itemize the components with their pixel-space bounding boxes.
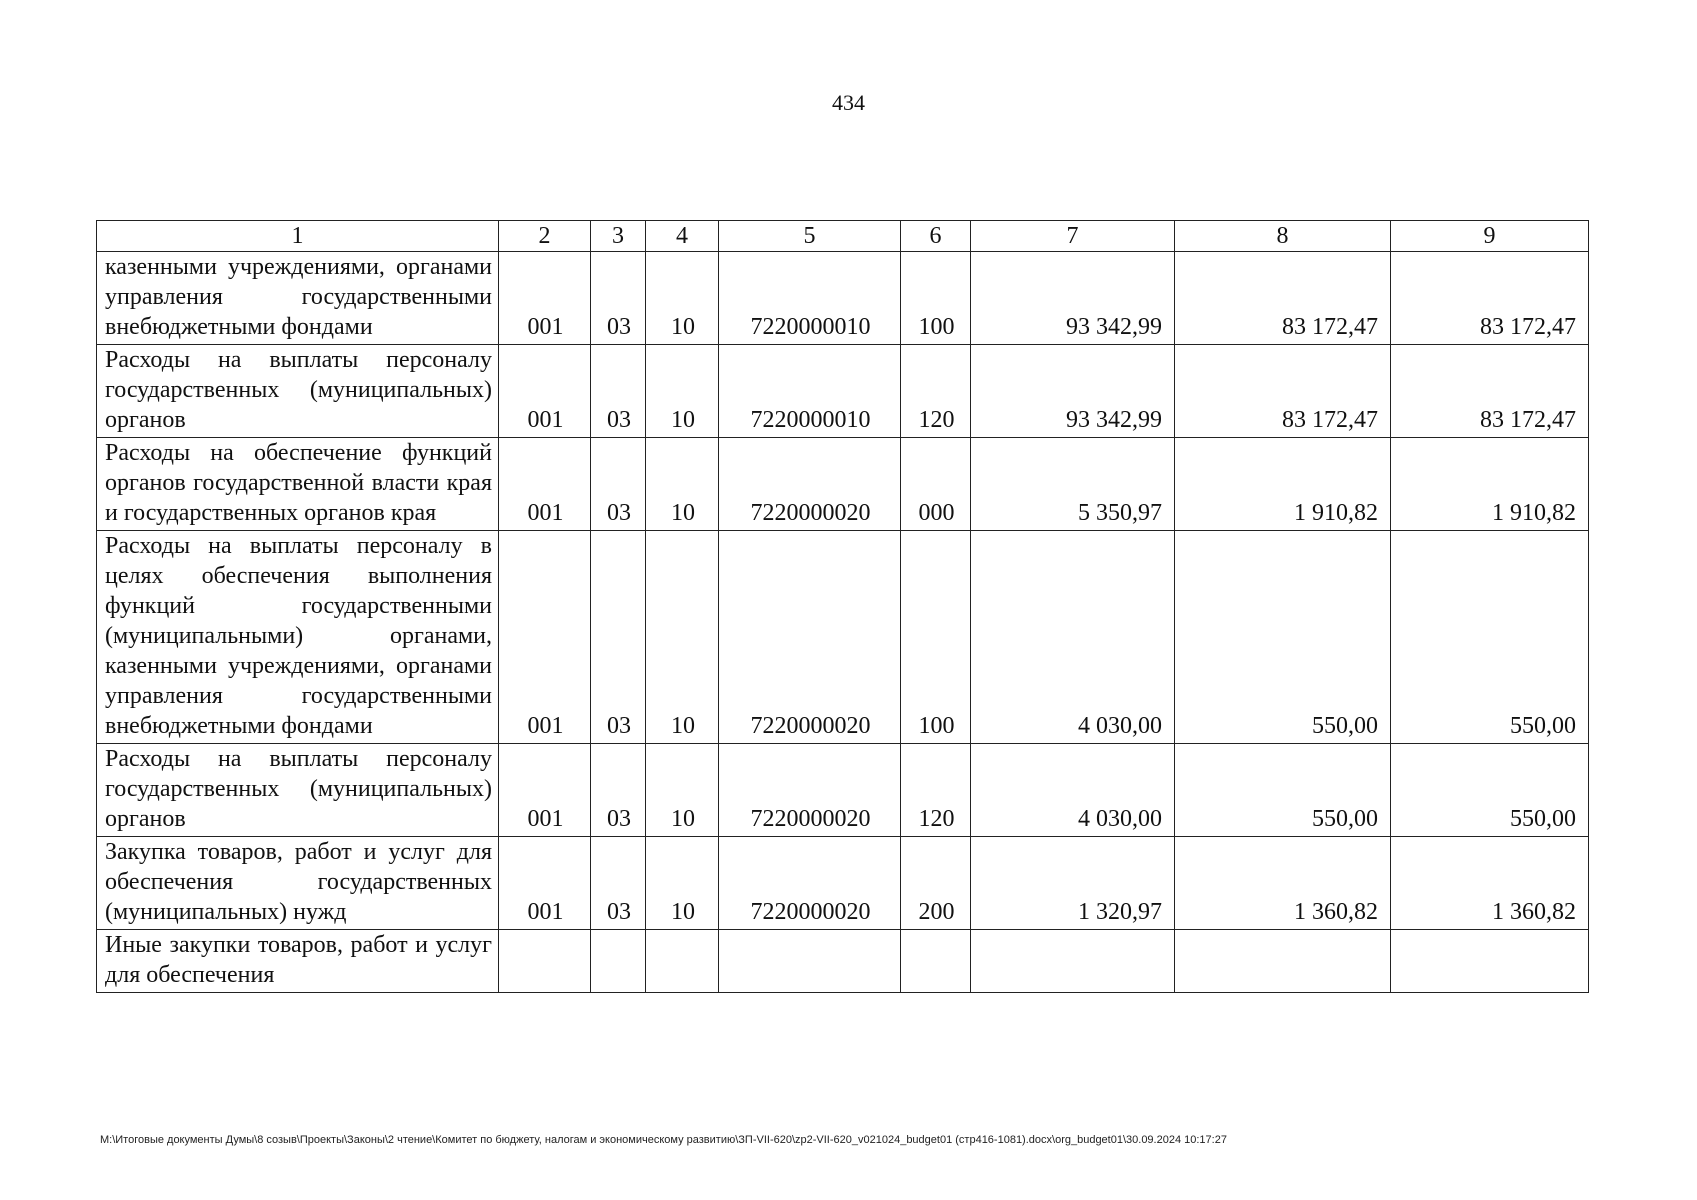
subsection-code: 10 xyxy=(646,744,719,837)
target-article-code: 7220000010 xyxy=(719,345,901,438)
section-code: 03 xyxy=(591,252,646,345)
row-description: Расходы на выплаты персоналу государственных (муниципальных) органов xyxy=(97,744,499,837)
target-article-code: 7220000020 xyxy=(719,744,901,837)
section-code: 03 xyxy=(591,531,646,744)
column-number-1: 1 xyxy=(97,221,499,252)
column-number-2: 2 xyxy=(499,221,591,252)
target-article-code xyxy=(719,930,901,993)
table-row xyxy=(97,345,1589,438)
expense-type-code: 000 xyxy=(901,438,971,531)
table-header-row xyxy=(97,221,1589,252)
amount-col7: 93 342,99 xyxy=(971,345,1175,438)
subsection-code: 10 xyxy=(646,837,719,930)
amount-col9: 1 910,82 xyxy=(1391,438,1589,531)
row-description: казенными учреждениями, органами управления государственными внебюджетными фондами xyxy=(97,252,499,345)
subsection-code xyxy=(646,930,719,993)
row-description: Расходы на выплаты персоналу в целях обеспечения выполнения функций государственными (муниципальными) органами, казенными учреждениями, органами управления государственными внебюджетными фондами xyxy=(97,531,499,744)
expense-type-code: 100 xyxy=(901,531,971,744)
section-code: 03 xyxy=(591,744,646,837)
amount-col7: 93 342,99 xyxy=(971,252,1175,345)
target-article-code: 7220000020 xyxy=(719,531,901,744)
expense-type-code xyxy=(901,930,971,993)
expense-type-code: 100 xyxy=(901,252,971,345)
ministry-code: 001 xyxy=(499,744,591,837)
ministry-code: 001 xyxy=(499,837,591,930)
subsection-code: 10 xyxy=(646,252,719,345)
target-article-code: 7220000020 xyxy=(719,837,901,930)
ministry-code: 001 xyxy=(499,531,591,744)
amount-col9: 83 172,47 xyxy=(1391,345,1589,438)
ministry-code: 001 xyxy=(499,345,591,438)
column-number-4: 4 xyxy=(646,221,719,252)
section-code xyxy=(591,930,646,993)
amount-col8: 1 910,82 xyxy=(1175,438,1391,531)
section-code: 03 xyxy=(591,438,646,531)
amount-col8: 83 172,47 xyxy=(1175,345,1391,438)
table-row xyxy=(97,531,1589,744)
amount-col8 xyxy=(1175,930,1391,993)
section-code: 03 xyxy=(591,345,646,438)
ministry-code xyxy=(499,930,591,993)
expense-type-code: 120 xyxy=(901,744,971,837)
target-article-code: 7220000010 xyxy=(719,252,901,345)
amount-col8: 83 172,47 xyxy=(1175,252,1391,345)
amount-col9: 550,00 xyxy=(1391,744,1589,837)
table-row xyxy=(97,438,1589,531)
amount-col8: 1 360,82 xyxy=(1175,837,1391,930)
amount-col9: 550,00 xyxy=(1391,531,1589,744)
amount-col9 xyxy=(1391,930,1589,993)
document-file-path: M:\Итоговые документы Думы\8 созыв\Проекты\Законы\2 чтение\Комитет по бюджету, налогам и экономическому развитию\ЗП-VII-620\zp2-VII-620_v021024_budget01 (стр416-1081).docx\org_budget01\30.09.2024 10:17:27 xyxy=(100,1134,1227,1146)
amount-col8: 550,00 xyxy=(1175,744,1391,837)
subsection-code: 10 xyxy=(646,531,719,744)
table-row xyxy=(97,930,1589,993)
subsection-code: 10 xyxy=(646,345,719,438)
column-number-5: 5 xyxy=(719,221,901,252)
row-description: Иные закупки товаров, работ и услуг для обеспечения xyxy=(97,930,499,993)
column-number-7: 7 xyxy=(971,221,1175,252)
amount-col7: 1 320,97 xyxy=(971,837,1175,930)
row-description: Закупка товаров, работ и услуг для обеспечения государственных (муниципальных) нужд xyxy=(97,837,499,930)
amount-col7 xyxy=(971,930,1175,993)
amount-col7: 5 350,97 xyxy=(971,438,1175,531)
amount-col7: 4 030,00 xyxy=(971,744,1175,837)
column-number-8: 8 xyxy=(1175,221,1391,252)
budget-table xyxy=(96,220,1589,993)
table-row xyxy=(97,837,1589,930)
amount-col8: 550,00 xyxy=(1175,531,1391,744)
column-number-3: 3 xyxy=(591,221,646,252)
row-description: Расходы на обеспечение функций органов государственной власти края и государственных органов края xyxy=(97,438,499,531)
amount-col7: 4 030,00 xyxy=(971,531,1175,744)
section-code: 03 xyxy=(591,837,646,930)
subsection-code: 10 xyxy=(646,438,719,531)
column-number-9: 9 xyxy=(1391,221,1589,252)
table-row xyxy=(97,744,1589,837)
row-description: Расходы на выплаты персоналу государственных (муниципальных) органов xyxy=(97,345,499,438)
page-number: 434 xyxy=(832,90,865,115)
ministry-code: 001 xyxy=(499,438,591,531)
target-article-code: 7220000020 xyxy=(719,438,901,531)
amount-col9: 1 360,82 xyxy=(1391,837,1589,930)
expense-type-code: 120 xyxy=(901,345,971,438)
table-row xyxy=(97,252,1589,345)
expense-type-code: 200 xyxy=(901,837,971,930)
amount-col9: 83 172,47 xyxy=(1391,252,1589,345)
ministry-code: 001 xyxy=(499,252,591,345)
column-number-6: 6 xyxy=(901,221,971,252)
